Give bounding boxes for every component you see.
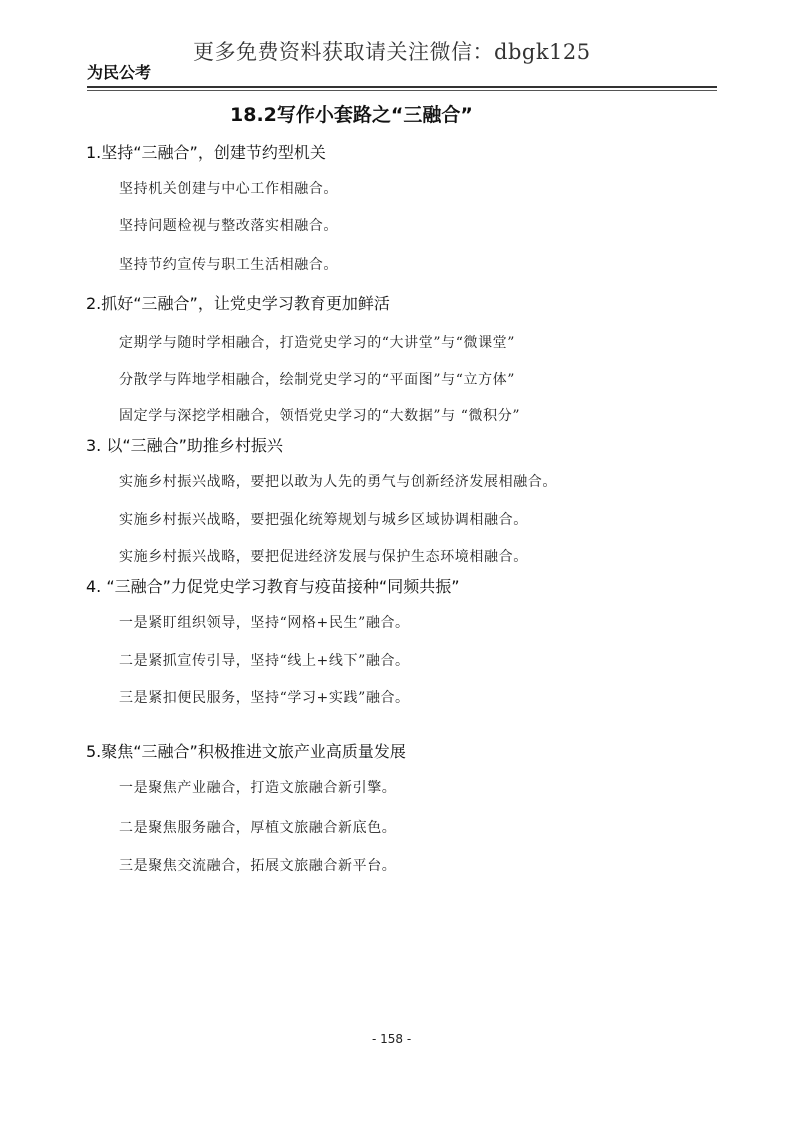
page-title: 18.2写作小套路之“三融合” bbox=[230, 104, 473, 126]
watermark-text: 更多免费资料获取请关注微信：dbgk125 bbox=[193, 40, 591, 64]
section-4-item-2: 二是紧抓宣传引导，坚持“线上+线下”融合。 bbox=[119, 653, 410, 669]
section-heading-1: 1.坚持“三融合”，创建节约型机关 bbox=[86, 143, 326, 162]
section-3-item-1: 实施乡村振兴战略，要把以敢为人先的勇气与创新经济发展相融合。 bbox=[119, 474, 557, 490]
section-1-item-2: 坚持问题检视与整改落实相融合。 bbox=[119, 218, 338, 234]
section-heading-3: 3. 以“三融合”助推乡村振兴 bbox=[86, 436, 283, 455]
section-heading-5: 5.聚焦“三融合”积极推进文旅产业高质量发展 bbox=[86, 742, 406, 761]
section-5-item-2: 二是聚焦服务融合，厚植文旅融合新底色。 bbox=[119, 820, 397, 836]
section-heading-4: 4. “三融合”力促党史学习教育与疫苗接种“同频共振” bbox=[86, 577, 460, 596]
section-3-item-3: 实施乡村振兴战略，要把促进经济发展与保护生态环境相融合。 bbox=[119, 549, 528, 565]
header-rule-thin bbox=[87, 90, 717, 91]
section-2-item-1: 定期学与随时学相融合，打造党史学习的“大讲堂”与“微课堂” bbox=[119, 335, 516, 351]
section-2-item-3: 固定学与深挖学相融合，领悟党史学习的“大数据”与 “微积分” bbox=[119, 408, 521, 424]
page-number: - 158 - bbox=[372, 1032, 412, 1046]
section-2-item-2: 分散学与阵地学相融合，绘制党史学习的“平面图”与“立方体” bbox=[119, 372, 516, 388]
section-3-item-2: 实施乡村振兴战略，要把强化统筹规划与城乡区域协调相融合。 bbox=[119, 512, 528, 528]
section-1-item-3: 坚持节约宣传与职工生活相融合。 bbox=[119, 257, 338, 273]
section-4-item-3: 三是紧扣便民服务，坚持“学习+实践”融合。 bbox=[119, 690, 410, 706]
brand-label: 为民公考 bbox=[87, 63, 152, 82]
section-4-item-1: 一是紧盯组织领导，坚持“网格+民生”融合。 bbox=[119, 615, 410, 631]
section-5-item-3: 三是聚焦交流融合，拓展文旅融合新平台。 bbox=[119, 858, 397, 874]
section-5-item-1: 一是聚焦产业融合，打造文旅融合新引擎。 bbox=[119, 780, 397, 796]
header-rule bbox=[87, 86, 717, 88]
section-1-item-1: 坚持机关创建与中心工作相融合。 bbox=[119, 181, 338, 197]
section-heading-2: 2.抓好“三融合”，让党史学习教育更加鲜活 bbox=[86, 294, 390, 313]
